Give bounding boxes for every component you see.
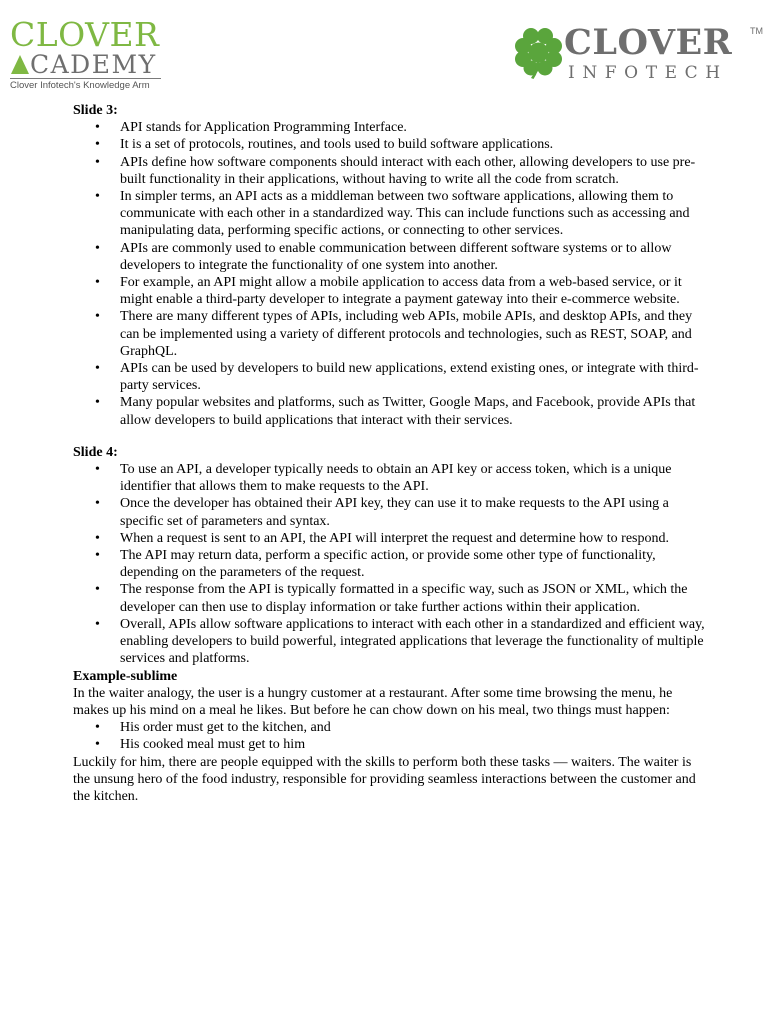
list-item-text: His order must get to the kitchen, and xyxy=(120,720,331,736)
list-item-text: The API may return data, perform a specific action, or provide some other type of functionality, depending on the parameters of the request. xyxy=(120,548,656,581)
list-item-text: APIs are commonly used to enable communication between different software systems or to allow developers to integrate the functionality of one system into another. xyxy=(120,240,672,273)
four-leaf-clover-icon xyxy=(514,27,564,79)
example-bullet-list xyxy=(73,719,705,753)
list-item xyxy=(73,736,705,753)
list-item-text: In simpler terms, an API acts as a middleman between two software applications, allowing them to communicate with each other in a standardized way. This can include functions such as accessing and manipulating data, performing specific actions, or connecting to other services. xyxy=(120,189,690,239)
bullet-icon: • xyxy=(95,137,100,153)
bullet-icon: • xyxy=(95,496,100,512)
list-item xyxy=(73,136,705,153)
clover-infotech-logo-infotech: INFOTECH xyxy=(568,63,728,83)
bullet-icon: • xyxy=(95,462,100,478)
bullet-icon: • xyxy=(95,275,100,291)
list-item-text: For example, an API might allow a mobile application to access data from a web-based service, or it might enable a third-party developer to integrate a payment gateway into their e-commerce website. xyxy=(120,275,682,308)
bullet-icon: • xyxy=(95,309,100,325)
bullet-icon: • xyxy=(95,582,100,598)
list-item xyxy=(73,394,705,428)
clover-academy-logo-academy-text: CADEMY xyxy=(30,50,157,79)
triangle-a-icon xyxy=(11,55,29,74)
list-item-text: API stands for Application Programming Interface. xyxy=(120,120,407,136)
bullet-icon: • xyxy=(95,548,100,564)
clover-infotech-logo-wordmark: CLOVER xyxy=(564,22,733,63)
list-item-text: To use an API, a developer typically needs to obtain an API key or access token, which is a unique identifier that allows them to make requests to the API. xyxy=(120,462,672,495)
list-item-text: When a request is sent to an API, the API will interpret the request and determine how to respond. xyxy=(120,530,669,546)
clover-infotech-logo xyxy=(514,24,764,84)
list-item xyxy=(73,581,705,615)
list-item xyxy=(73,360,705,394)
slide-4-heading: Slide 4: xyxy=(73,444,118,460)
bullet-icon: • xyxy=(95,395,100,411)
list-item xyxy=(73,719,705,736)
list-item xyxy=(73,188,705,240)
bullet-icon: • xyxy=(95,737,100,753)
list-item xyxy=(73,154,705,188)
bullet-icon: • xyxy=(95,361,100,377)
list-item-text: Many popular websites and platforms, such as Twitter, Google Maps, and Facebook, provide APIs that allow developers to build applications that interact with their services. xyxy=(120,395,696,428)
list-item xyxy=(73,495,705,529)
list-item xyxy=(73,240,705,274)
bullet-icon: • xyxy=(95,720,100,736)
list-item xyxy=(73,461,705,495)
list-item xyxy=(73,308,705,360)
example-intro-paragraph: In the waiter analogy, the user is a hungry customer at a restaurant. After some time browsing the menu, he makes up his mind on a meal he likes. But before he can chow down on his meal, two things must happen: xyxy=(73,685,673,718)
list-item-text: It is a set of protocols, routines, and tools used to build software applications. xyxy=(120,137,554,153)
list-item-text: There are many different types of APIs, including web APIs, mobile APIs, and desktop APIs, and they can be implemented using a variety of different protocols and technologies, such as REST, SOAP, and GraphQL. xyxy=(120,309,693,359)
list-item-text: APIs define how software components should interact with each other, allowing developers to use pre-built functionality in their applications, without having to write all the code from scratch. xyxy=(120,154,696,187)
list-item xyxy=(73,530,705,547)
slide-3-bullet-list xyxy=(73,119,705,429)
example-heading: Example-sublime xyxy=(73,668,178,684)
clover-academy-logo-wordmark: CLOVER xyxy=(10,15,160,54)
clover-academy-logo xyxy=(10,15,170,92)
list-item-text: The response from the API is typically formatted in a specific way, such as JSON or XML, which the developer can then use to display information or take further actions within their application. xyxy=(120,582,688,615)
bullet-icon: • xyxy=(95,530,100,546)
bullet-icon: • xyxy=(95,154,100,170)
example-closing-paragraph: Luckily for him, there are people equipped with the skills to perform both these tasks — waiters. The waiter is the unsung hero of the food industry, responsible for providing seamless interactions between the customer and the kitchen. xyxy=(73,754,696,804)
bullet-icon: • xyxy=(95,189,100,205)
list-item xyxy=(73,274,705,308)
clover-academy-logo-tagline: Clover Infotech's Knowledge Arm xyxy=(10,80,150,91)
list-item xyxy=(73,119,705,136)
list-item xyxy=(73,616,705,668)
section-spacer xyxy=(73,429,705,444)
bullet-icon: • xyxy=(95,240,100,256)
list-item xyxy=(73,547,705,581)
trademark-symbol: TM xyxy=(750,26,763,36)
bullet-icon: • xyxy=(95,616,100,632)
list-item-text: Once the developer has obtained their API key, they can use it to make requests to the API using a specific set of parameters and syntax. xyxy=(120,496,669,529)
slide-3-heading: Slide 3: xyxy=(73,103,118,118)
document-body xyxy=(73,102,705,805)
list-item-text: APIs can be used by developers to build new applications, extend existing ones, or integrate with third-party services. xyxy=(120,361,699,394)
bullet-icon: • xyxy=(95,120,100,136)
list-item-text: His cooked meal must get to him xyxy=(120,737,306,753)
clover-academy-logo-academy xyxy=(10,52,161,79)
slide-4-bullet-list xyxy=(73,461,705,667)
list-item-text: Overall, APIs allow software applications to interact with each other in a standardized and efficient way, enabling developers to build powerful, integrated applications that leverage the functionality of multiple services and platforms. xyxy=(120,616,705,667)
